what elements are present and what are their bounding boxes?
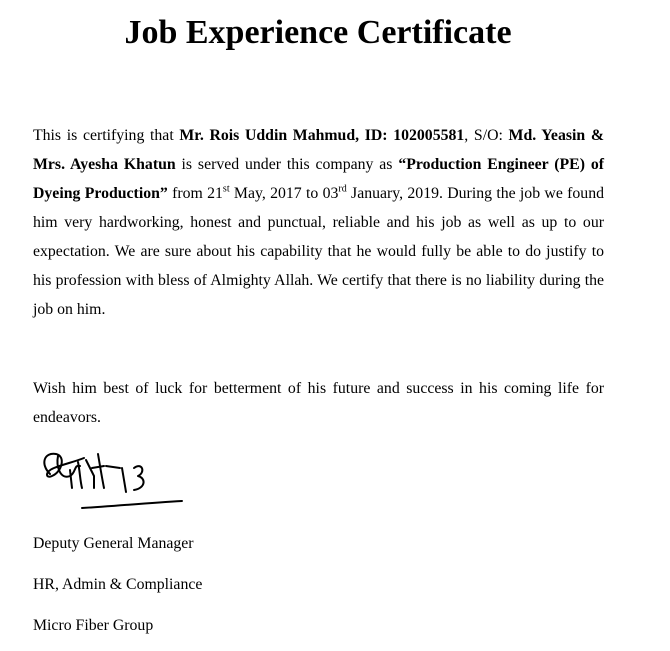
from-rest-text: May, 2017 to 03: [229, 185, 339, 202]
so-label: , S/O:: [464, 127, 509, 144]
signatory-company: Micro Fiber Group: [33, 617, 154, 634]
certificate-body-paragraph: [33, 121, 604, 324]
parents-names: Md. Yeasin & Mrs. Ayesha Khatun: [33, 127, 604, 173]
wishes-paragraph: Wish him best of luck for betterment of his future and success in his coming life for endeavors.: [33, 380, 604, 426]
signatory-department: HR, Admin & Compliance: [33, 576, 203, 593]
signature-drawing: [36, 446, 186, 516]
to-date-suffix: rd: [338, 183, 347, 195]
served-text: is served under this company as: [175, 156, 399, 173]
from-text: from 21: [167, 185, 223, 202]
intro-text: This is certifying that: [33, 127, 180, 144]
from-date-suffix: st: [222, 183, 230, 195]
to-rest-text: January, 2019. During the job we found him very hardworking, honest and punctual, reliable and his job as well as up to our expectation. We are sure about his capability that he would fully be able to do justify to his profession with bless of Almighty Allah. We certify that there is no liability during the job on him.: [33, 185, 604, 318]
certificate-title: Job Experience Certificate: [124, 14, 512, 51]
handwritten-signature: [36, 446, 186, 516]
position-title: “Production Engineer (PE) of Dyeing Production”: [33, 156, 604, 202]
employee-name-id: Mr. Rois Uddin Mahmud, ID: 102005581: [179, 127, 465, 144]
signatory-designation: Deputy General Manager: [33, 535, 194, 552]
